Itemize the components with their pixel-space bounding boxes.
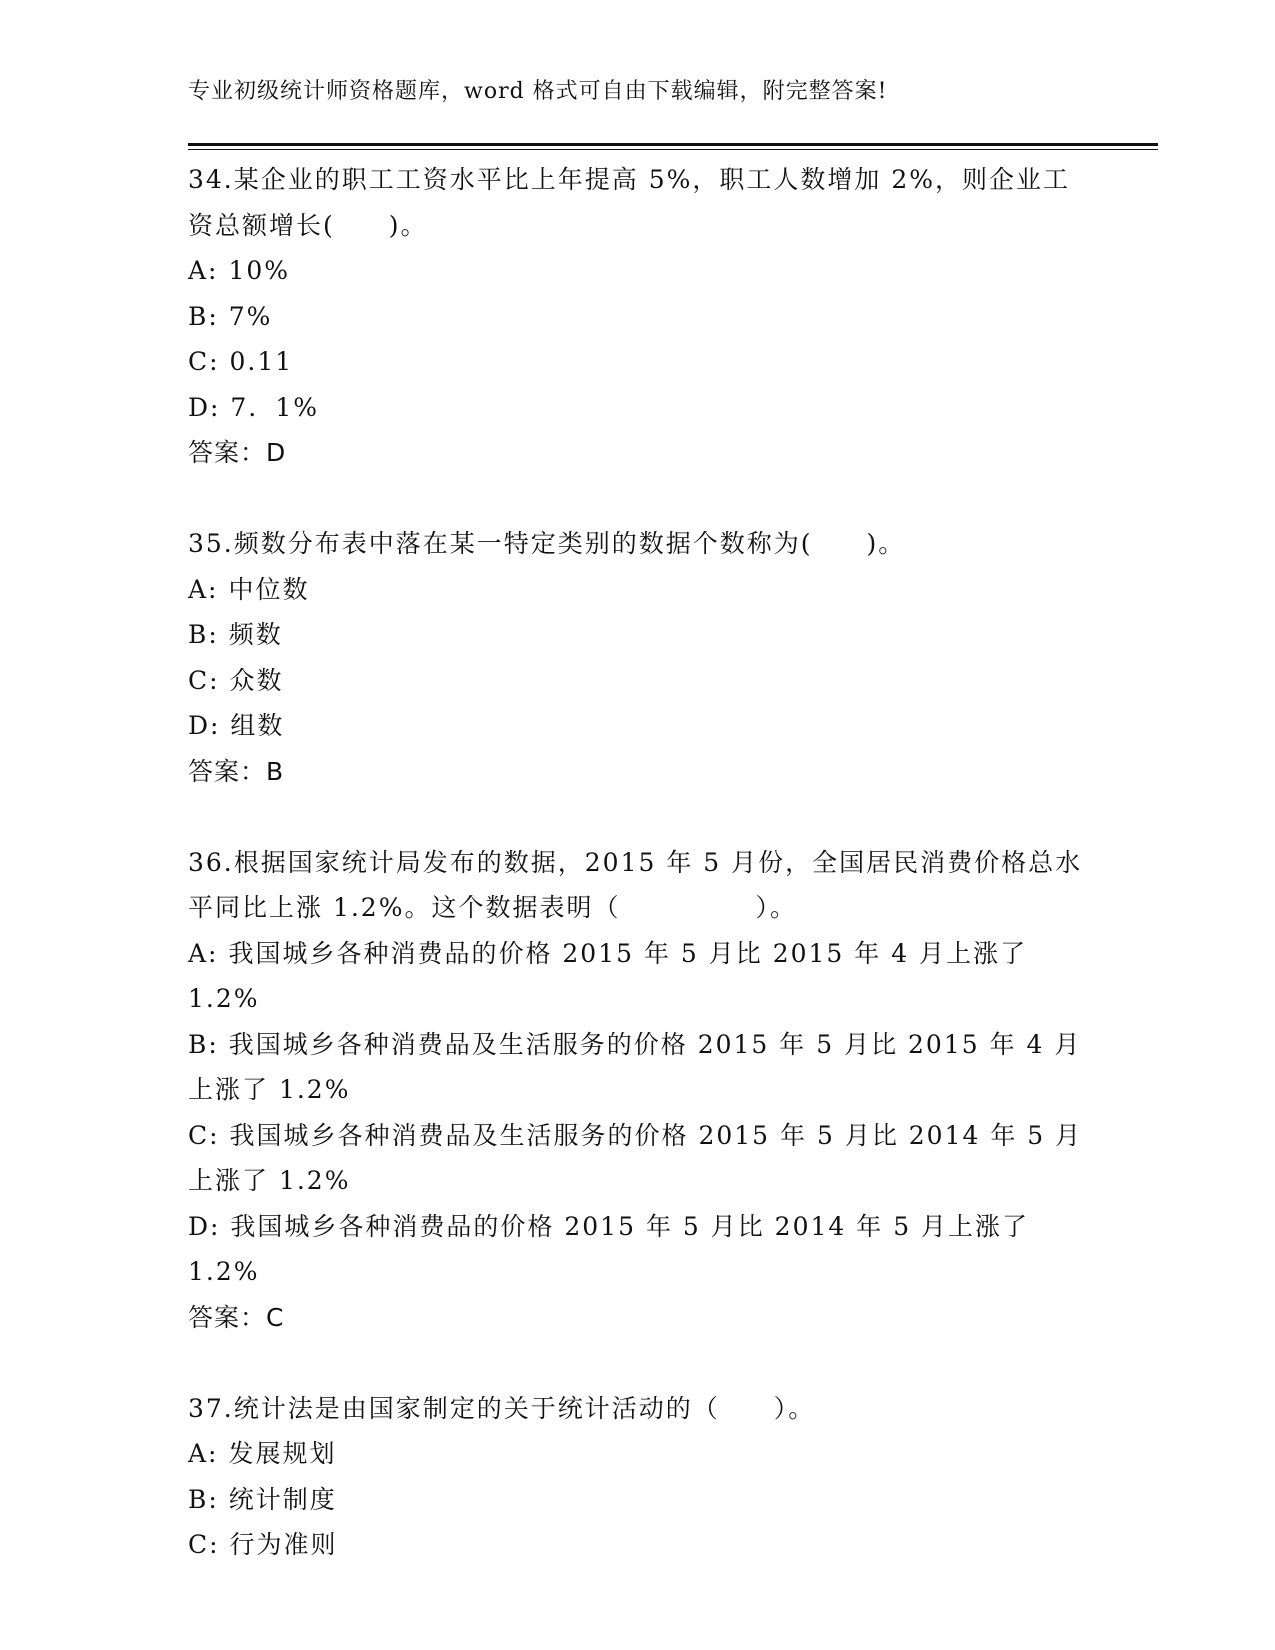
option-label: D: (188, 711, 221, 740)
option-label: B: (188, 620, 219, 649)
option-a (188, 567, 1088, 613)
option-a (188, 1431, 1088, 1477)
option-d (188, 1204, 1088, 1295)
option-c (188, 1113, 1088, 1204)
question-list (188, 157, 1088, 1568)
answer-value: C (266, 1302, 285, 1332)
question-stem: 35.频数分布表中落在某一特定类别的数据个数称为( )。 (188, 529, 906, 558)
option-label: D: (188, 392, 221, 422)
option-label: B: (188, 301, 219, 331)
option-text: 频数 (228, 620, 283, 649)
answer-value: B (266, 756, 285, 786)
option-text: 我国城乡各种消费品的价格 2015 年 5 月比 2015 年 4 月上涨了 1.2% (188, 938, 1028, 1013)
question-spacer (188, 476, 1088, 522)
option-d (188, 385, 1088, 431)
question-spacer (188, 794, 1088, 840)
option-text: 组数 (230, 711, 285, 740)
option-c (188, 339, 1088, 385)
answer-value: D (266, 438, 287, 467)
question-spacer (188, 1340, 1088, 1386)
answer-label: 答案： (188, 1302, 267, 1332)
option-text: 我国城乡各种消费品及生活服务的价格 2015 年 5 月比 2014 年 5 月上涨了 1.2% (188, 1120, 1083, 1195)
question-stem: 36.根据国家统计局发布的数据，2015 年 5 月份，全国居民消费价格总水平同比上涨 1.2%。这个数据表明（ ）。 (188, 847, 1083, 922)
option-label: C: (188, 347, 220, 376)
option-b (188, 294, 1088, 340)
question-35 (188, 521, 1088, 794)
option-label: D: (188, 1211, 221, 1241)
question-34 (188, 157, 1088, 476)
answer-line (188, 430, 1088, 476)
option-label: C: (188, 665, 220, 695)
header-rule-thin (188, 149, 1158, 150)
answer-label: 答案： (188, 756, 267, 786)
option-b (188, 1022, 1088, 1113)
option-label: A: (188, 938, 219, 968)
option-text: 统计制度 (228, 1484, 337, 1514)
answer-label: 答案： (188, 438, 267, 467)
option-label: B: (188, 1029, 219, 1059)
option-text: 7% (228, 301, 273, 331)
question-36 (188, 840, 1088, 1341)
option-a (188, 931, 1088, 1022)
option-text: 我国城乡各种消费品及生活服务的价格 2015 年 5 月比 2015 年 4 月上涨了 1.2% (188, 1029, 1082, 1104)
option-c (188, 658, 1088, 704)
option-c (188, 1522, 1088, 1568)
header-rule-thick (188, 143, 1158, 146)
option-label: B: (188, 1484, 219, 1514)
page-header: 专业初级统计师资格题库，word 格式可自由下载编辑，附完整答案! (188, 79, 888, 104)
question-37 (188, 1386, 1088, 1568)
option-d (188, 703, 1088, 749)
option-label: A: (188, 574, 219, 604)
question-stem: 34.某企业的职工工资水平比上年提高 5%，职工人数增加 2%，则企业工资总额增长( )。 (188, 165, 1070, 240)
option-label: A: (188, 1439, 219, 1468)
option-text: 10% (228, 256, 291, 285)
option-text: 0.11 (229, 347, 294, 376)
option-label: C: (188, 1530, 220, 1559)
option-b (188, 612, 1088, 658)
option-text: 发展规划 (228, 1439, 337, 1468)
option-text: 众数 (229, 665, 284, 695)
answer-line (188, 749, 1088, 795)
option-text: 行为准则 (229, 1530, 338, 1559)
answer-line (188, 1295, 1088, 1341)
option-b (188, 1477, 1088, 1523)
option-label: C: (188, 1120, 220, 1150)
option-text: 7．1% (230, 392, 319, 422)
option-text: 中位数 (228, 574, 310, 604)
question-stem: 37.统计法是由国家制定的关于统计活动的（ ）。 (188, 1393, 816, 1423)
option-text: 我国城乡各种消费品的价格 2015 年 5 月比 2014 年 5 月上涨了 1.2% (188, 1211, 1030, 1286)
option-a (188, 248, 1088, 294)
option-label: A: (188, 256, 219, 285)
